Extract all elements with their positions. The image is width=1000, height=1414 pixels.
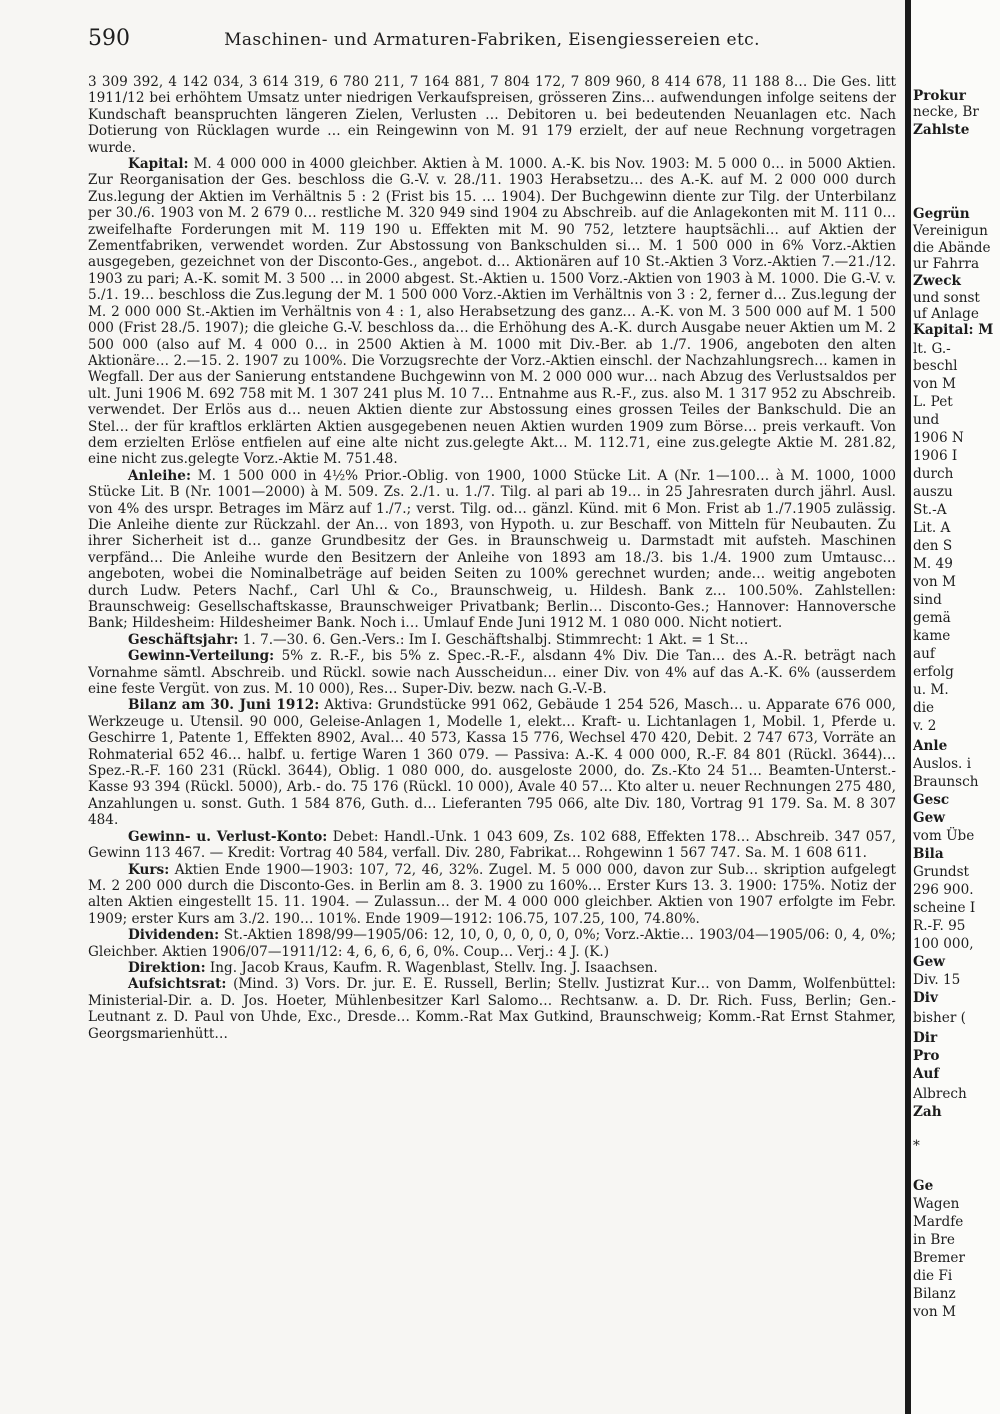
fragment-line: sind	[913, 592, 942, 608]
entry-text: M. 1 500 000 in 4½% Prior.-Oblig. von 1900, 1000 Stücke Lit. A (Nr. 1—100… à M. 1000, 1000 Stücke Lit. B (Nr. 1001—2000) à M. 509. Zs. 2./1. u. 1./7. Tilg. al pari ab 19… in 25 Jahresraten durch jährl. Ausl. von 4% des urspr. Betrages im März auf 1./7.; verst. Tilg. od… gänzl. Künd. mit 6 Mon. Frist ab 1./7.1905 zulässig. Die Anleihe diente zur Rückzahl. der An… von 1893, von Hypoth. u. zur Beschaff. von Mitteln für Neubauten. Zu ihrer Sicherheit ist d… ganze Grundbesitz der Ges. in Braunschweig u. Darmstadt mit aufsteh. Maschinen verpfänd… Die Anleihe wurde den Besitzern der Anleihe von 1893 am 18./3. bis 1./4. 1900 zum Umtausc… angeboten, wobei die Nominalbeträge auf beiden Seiten zu 100% gerechnet wurden; ande… weitig angeboten durch Ludw. Peters Nachf., Carl Uhl & Co., Braunschweig, u. Hildesh. Bank z… 100.50%. Zahlstellen: Braunschweig: Gesellschaftskasse, Braunschweiger Privatbank; Berlin… Disconto-Ges.; Hannover: Hannoversche Bank; Hildesheim: Hildesheimer Bank. Noch i… Umlauf Ende Juni 1912 M. 1 080 000. Nicht notiert.	[88, 467, 896, 632]
entry-label: Gewinn- u. Verlust-Konto:	[128, 828, 328, 845]
entry-label: Geschäftsjahr:	[128, 631, 239, 648]
entry-label: Dividenden:	[128, 927, 220, 944]
entry-label: Kapital:	[128, 156, 189, 173]
fragment-line: erfolg	[913, 664, 954, 680]
fragment-line: auf	[913, 646, 935, 662]
running-title: Maschinen- und Armaturen-Fabriken, Eisengiessereien etc.	[224, 30, 760, 50]
fragment-line: Gew	[913, 954, 945, 970]
fragment-line: Auslos. i	[913, 756, 972, 772]
fragment-line: kame	[913, 628, 951, 644]
fragment-line: Div. 15	[913, 972, 961, 988]
entry-paragraph	[88, 976, 896, 1042]
fragment-line: Div	[913, 990, 938, 1006]
fragment-line: *	[913, 1138, 920, 1154]
fragment-line: und	[913, 412, 940, 428]
fragment-line: in Bre	[913, 1232, 955, 1248]
fragment-line: Vereinigun	[913, 223, 988, 239]
main-text-column	[88, 74, 896, 1042]
fragment-line: Albrech	[913, 1086, 967, 1102]
entry-paragraph	[88, 632, 896, 648]
fragment-line: Zweck	[913, 273, 961, 289]
fragment-line: uf Anlage	[913, 306, 979, 322]
entry-paragraph	[88, 927, 896, 960]
entry-label: Anleihe:	[128, 467, 191, 484]
fragment-line: von M	[913, 1304, 956, 1320]
fragment-line: 296 900.	[913, 882, 974, 898]
fragment-line: Auf	[913, 1066, 940, 1082]
fragment-line: 1906 N	[913, 430, 964, 446]
entry-text: (Mind. 3) Vors. Dr. jur. E. E. Russell, Berlin; Stellv. Justizrat Kur… von Damm, Wolfenbüttel: Ministerial-Dir. a. D. Jos. Hoeter, Mühlenbesitzer Karl Salomo… Rechtsanw. a. D. Dr. Rich. Fuss, Berlin; Gen.-Leutnant z. D. Paul von Uhde, Exc., Dresde… Komm.-Rat Max Gutkind, Braunschweig; Komm.-Rat Ernst Stahmer, Georgsmarienhütt…	[88, 976, 896, 1042]
entry-text: 5% z. R.-F., bis 5% z. Spec.-R.-F., alsdann 4% Div. Die Tan… des A.-R. beträgt nach Vornahme sämtl. Abschreib. und Rückl. sowie nach Ausscheidun… einer Div. von 4% auf das A.-K. 6% (ausserdem eine feste Vergüt. von zus. M. 10 000), Res… Super-Div. bezw. nach G.-V.-B.	[88, 648, 896, 698]
fragment-line: necke, Br	[913, 104, 979, 120]
entry-label: Aufsichtsrat:	[128, 976, 227, 993]
fragment-line: Prokur	[913, 88, 966, 104]
entry-text: Aktien Ende 1900—1903: 107, 72, 46, 32%. Zugel. M. 5 000 000, davon zur Sub… skription aufgelegt M. 2 200 000 durch die Disconto-Ges. in Berlin am 8. 3. 1900 zu 160%… Erster Kurs 13. 3. 1900: 175%. Notiz der alten Aktien eingestellt 15. 11. 1904. — Zulassun… der M. 4 000 000 gleichber. Aktien von 1907 erfolgte im Febr. 1909; erster Kurs am 3./2. 190… 101%. Ende 1909—1912: 106.75, 107.25, 100, 74.80%.	[88, 861, 896, 927]
fragment-line: Grundst	[913, 864, 970, 880]
entry-paragraph	[88, 697, 896, 828]
fragment-line: 1906 I	[913, 448, 958, 464]
fragment-line: Lit. A	[913, 520, 951, 536]
entry-text: 1. 7.—30. 6. Gen.-Vers.: Im I. Geschäftshalbj. Stimmrecht: 1 Akt. = 1 St…	[242, 631, 749, 648]
fragment-line: lt. G.-	[913, 341, 951, 357]
fragment-line: gemä	[913, 610, 951, 626]
entry-label: Gewinn-Verteilung:	[128, 648, 275, 665]
page-header	[88, 26, 896, 56]
entry-paragraph	[88, 829, 896, 862]
adjacent-page-fragment	[911, 0, 1000, 1414]
entry-paragraph	[88, 960, 896, 976]
fragment-line: Gesc	[913, 792, 950, 808]
page-number: 590	[88, 26, 130, 51]
entry-paragraph	[88, 862, 896, 928]
entry-text: St.-Aktien 1898/99—1905/06: 12, 10, 0, 0, 0, 0, 0, 0%; Vorz.-Aktie… 1903/04—1905/06: 0, 4, 0%; Gleichber. Aktien 1906/07—1911/12: 4, 6, 6, 6, 6, 0%. Coup… Verj.: 4 J. (K.)	[88, 927, 896, 960]
entry-text: Aktiva: Grundstücke 991 062, Gebäude 1 254 526, Masch… u. Apparate 676 000, Werkzeuge u. Utensil. 90 000, Geleise-Anlagen 1, Modelle 1, elekt… Kraft- u. Lichtanlagen 1, Mobil. 1, Pferde u. Geschirre 1, Patente 1, Effekten 8902, Aval… 40 573, Kassa 15 776, Wechsel 470 420, Debit. 2 747 673, Vorräte an Rohmaterial 652 46… halbf. u. fertige Waren 1 360 079. — Passiva: A.-K. 4 000 000, R.-F. 84 801 (Rückl. 3644)… Spez.-R.-F. 160 231 (Rückl. 3644), Oblig. 1 080 000, do. ausgeloste 2000, do. Zs.-Kto 24 51… Beamten-Unterst.-Kasse 93 394 (Rückl. 5000), Arb.- do. 75 176 (Rückl. 10 000), Avale 40 57… Kto alter u. neuer Rechnungen 275 480, Anzahlungen u. sonst. Guth. 1 584 876, Guth. d… Lieferanten 795 066, alte Div. 180, Vortrag 91 179. Sa. M. 8 307 484.	[88, 697, 896, 829]
fragment-line: auszu	[913, 484, 953, 500]
fragment-line: Kapital: M	[913, 322, 994, 338]
fragment-line: Braunsch	[913, 774, 979, 790]
fragment-line: Wagen	[913, 1196, 960, 1212]
entry-paragraph	[88, 156, 896, 468]
fragment-line: Zahlste	[913, 122, 970, 138]
entry-paragraph	[88, 648, 896, 697]
entry-text: Ing. Jacob Kraus, Kaufm. R. Wagenblast, Stellv. Ing. J. Isaachsen.	[209, 959, 658, 976]
fragment-line: u. M.	[913, 682, 949, 698]
entry-text: M. 4 000 000 in 4000 gleichber. Aktien à M. 1000. A.-K. bis Nov. 1903: M. 5 000 0… in 5000 Aktien. Zur Reorganisation der Ges. beschloss die G.-V. v. 28./11. 1903 Herabsetzu… des A.-K. auf M. 2 000 000 durch Zus.legung der Aktien im Verhältnis 5 : 2 (Frist bis 15. … 1904). Der Buchgewinn diente zur Tilg. der Unterbilanz per 30./6. 1903 von M. 2 679 0… restliche M. 320 949 sind 1904 zu Abschreib. auf die Anlagekonten mit M. 111 0… zweifelhafte Forderungen mit M. 119 190 u. Effekten mit M. 90 752, letztere hauptsächli… auf Aktien der Zementfabriken, verwendet worden. Zur Abstossung von Bankschulden si… M. 1 500 000 in 6% Vorz.-Aktien ausgegeben, gezeichnet von der Disconto-Ges., angebot. d… Aktionären auf 10 St.-Aktien 3 Vorz.-Aktien 7.—21./12. 1903 zu pari; A.-K. somit M. 3 500 … in 2000 abgest. St.-Aktien u. 1500 Vorz.-Aktien von 1903 à M. 1000. Die G.-V. v. 5./1. 19… beschloss die Zus.legung der M. 1 500 000 Vorz.-Aktien im Verhältnis von 3 : 2, ferner d… Zus.legung der M. 2 000 000 St.-Aktien im Verhältnis von 4 : 1, also Herabsetzung des ganz… A.-K. von M. 3 500 000 auf M. 1 500 000 (Frist 28./5. 1907); die gleiche G.-V. beschloss da… die Erhöhung des A.-K. durch Ausgabe neuer Aktien um M. 2 500 000 (also auf M. 4 000 0… in 2500 Aktien à M. 1000 mit Div.-Ber. ab 1./7. 1906, angeboten den alten Aktionäre… 2.—15. 2. 1907 zu 100%. Die Vorzugsrechte der Vorz.-Aktien einschl. der Nachzahlungsrech… kamen in Wegfall. Der aus der Sanierung entstandene Buchgewinn von M. 2 000 000 wur… nach Abzug des Verlustsaldos per ult. Juni 1906 M. 692 758 mit M. 1 307 241 plus M. 10 7… Entnahme aus R.-F., zus. also M. 1 317 952 zu Abschreib. verwendet. Der Erlös aus d… neuen Aktien diente zur Abstossung eines grossen Teiles der Bankschuld. Die an Stel… der für kraftlos erklärten Aktien ausgegebenen neuen Aktien wurden 1909 zum Börse… preis verkauft. Von dem erzielten Erlöse entfielen auf eine alte nicht zus.gelegte Akt… M. 112.71, eine zus.gelegte Aktie M. 281.82, eine nicht zus.gelegte Vorz.-Aktie M. 751.48.	[88, 156, 896, 468]
fragment-line: Pro	[913, 1048, 940, 1064]
fragment-line: beschl	[913, 358, 958, 374]
entry-label: Bilanz am 30. Juni 1912:	[128, 697, 320, 714]
fragment-line: die	[913, 700, 935, 716]
fragment-line: Ge	[913, 1178, 934, 1194]
fragment-line: Bremer	[913, 1250, 965, 1266]
entry-label: Kurs:	[128, 861, 170, 878]
fragment-line: Mardfe	[913, 1214, 964, 1230]
entry-text: 3 309 392, 4 142 034, 3 614 319, 6 780 211, 7 164 881, 7 804 172, 7 809 960, 8 414 678, 11 188 8… Die Ges. litt 1911/12 bei erhöhtem Umsatz unter niedrigen Verkaufspreisen, grösseren Zins… aufwendungen infolge seitens der Kundschaft beanspruchten längeren Zielen, Verlusten … Debitoren u. bei bedeutenden Neuanlagen etc. Nach Dotierung von Rücklagen wurde … ein Reingewinn von M. 91 179 erzielt, der auf neue Rechnung vorgetragen wurde.	[88, 74, 896, 156]
fragment-line: die Abände	[913, 240, 991, 256]
fragment-line: R.-F. 95	[913, 918, 966, 934]
entry-paragraph	[88, 468, 896, 632]
entry-label: Direktion:	[128, 959, 206, 976]
fragment-line: Anle	[913, 738, 948, 754]
fragment-line: von M	[913, 376, 956, 392]
fragment-line: den S	[913, 538, 953, 554]
fragment-line: durch	[913, 466, 954, 482]
fragment-line: L. Pet	[913, 394, 953, 410]
fragment-line: von M	[913, 574, 956, 590]
fragment-line: St.-A	[913, 502, 947, 518]
fragment-line: v. 2	[913, 718, 937, 734]
fragment-line: bisher (	[913, 1010, 966, 1026]
fragment-line: Bila	[913, 846, 944, 862]
fragment-line: und sonst	[913, 290, 980, 306]
fragment-line: Dir	[913, 1030, 938, 1046]
fragment-line: Zah	[913, 1104, 942, 1120]
fragment-line: Gegrün	[913, 206, 970, 222]
fragment-line: vom Übe	[913, 828, 975, 844]
fragment-line: 100 000,	[913, 936, 974, 952]
entry-text: Debet: Handl.-Unk. 1 043 609, Zs. 102 688, Effekten 178… Abschreib. 347 057, Gewinn 113 467. — Kredit: Vortrag 40 584, verfall. Div. 280, Fabrikat… Rohgewinn 1 567 747. Sa. M. 1 608 611.	[88, 828, 896, 862]
fragment-line: Gew	[913, 810, 945, 826]
fragment-line: ur Fahrra	[913, 256, 980, 272]
fragment-line: die Fi	[913, 1268, 953, 1284]
fragment-line: M. 49	[913, 556, 953, 572]
fragment-line: scheine I	[913, 900, 976, 916]
entry-paragraph	[88, 74, 896, 156]
fragment-line: Bilanz	[913, 1286, 956, 1302]
